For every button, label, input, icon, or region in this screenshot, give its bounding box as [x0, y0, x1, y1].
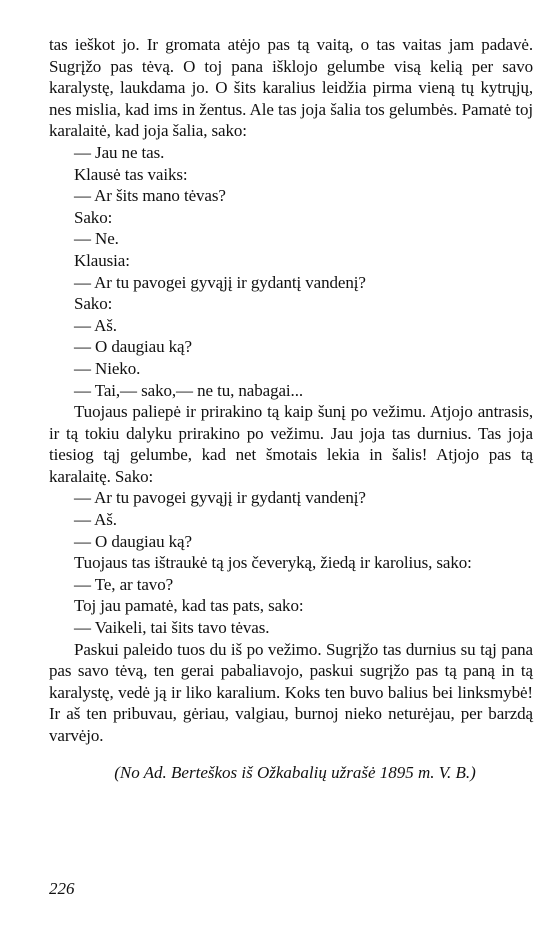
paragraph: — O daugiau ką?: [74, 337, 192, 357]
paragraph: Toj jau pamatė, kad tas pats, sako:: [74, 596, 304, 616]
paragraph: — Ar tu pavogei gyvąjį ir gydantį vandenį?: [74, 488, 366, 508]
paragraph: Sako:: [74, 207, 113, 227]
paragraph: — Tai,— sako,— ne tu, nabagai...: [74, 380, 303, 400]
paragraph: — Jau ne tas.: [74, 142, 165, 162]
paragraph: — Nieko.: [74, 358, 141, 378]
paragraph: Klausė tas vaiks:: [74, 164, 188, 184]
paragraph: tas ieškot jo. Ir gromata atėjo pas tą vaitą, o tas vaitas jam padavė. Sugrįžo pas tėvą. O toj pana išklojo gelumbe visą kelią per savo karalystę, laukdama jo. O šits karalius leidžia pirma vieną tų kytrųjų, nes mislia, kad ims in žentus. Ale tas joja šalia tos gelumbės. Pamatė toj karalaitė, kad joja šalia, sako:: [49, 35, 533, 141]
paragraph: — Aš.: [74, 510, 117, 530]
page-number: 226: [49, 879, 75, 898]
paragraph: — Ar šits mano tėvas?: [74, 186, 226, 206]
paragraph: — Te, ar tavo?: [74, 574, 174, 594]
paragraph: — O daugiau ką?: [74, 531, 192, 551]
paragraph: — Ne.: [74, 229, 119, 249]
paragraph: Sako:: [74, 294, 113, 314]
paragraph: Tuojaus tas ištraukė tą jos čeveryką, žiedą ir karolius, sako:: [74, 553, 472, 573]
paragraph: Paskui paleido tuos du iš po vežimo. Sugrįžo tas durnius su tąj pana pas savo tėvą, ten gerai pabaliavojo, paskui sugrįžo pas tą paną in tą karalystę, vedė ją ir liko karalium. Koks ten buvo balius bei linksmybė! Ir aš ten pribuvau, gėriau, valgiau, burnoj nieko neturėjau, per barzdą varvėjo.: [49, 639, 533, 745]
paragraph: — Ar tu pavogei gyvąjį ir gydantį vandenį?: [74, 272, 366, 292]
story-text: [49, 34, 533, 747]
paragraph: — Vaikeli, tai šits tavo tėvas.: [74, 618, 270, 638]
paragraph: Klausia:: [74, 250, 130, 270]
source-note: (No Ad. Berteškos iš Ožkabalių užrašė 1895 m. V. B.): [114, 762, 476, 782]
paragraph: Tuojaus paliepė ir prirakino tą kaip šunį po vežimu. Atjojo antrasis, ir tą tokiu dalyku prirakino po vežimu. Jau joja tas durnius. Tas joja tiesiog tąj gelumbe, kad net šmotais lekia in šalis! Atjojo pas tą karalaitę. Sako:: [49, 402, 533, 486]
paragraph: — Aš.: [74, 315, 117, 335]
document-page: [49, 34, 533, 783]
